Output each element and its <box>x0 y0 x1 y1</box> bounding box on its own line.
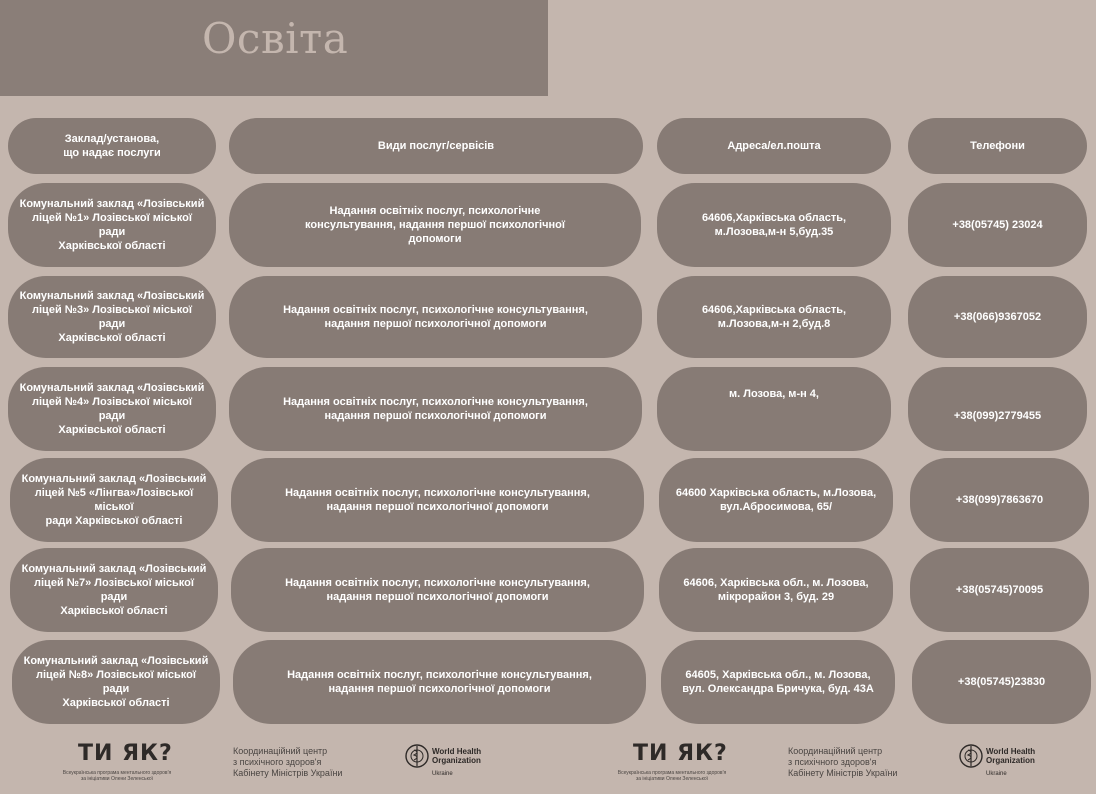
header-institution: Заклад/установа, що надає послуги <box>8 118 216 174</box>
header-address: Адреса/ел.пошта <box>657 118 891 174</box>
row-6-institution: Комунальний заклад «Лозівський ліцей №8» Лозівської міської ради Харківської області <box>12 640 220 724</box>
row-5-address: 64606, Харківська обл., м. Лозова, мікрорайон 3, буд. 29 <box>659 548 893 632</box>
row-5-services: Надання освітніх послуг, психологічне консультування, надання першої психологічної допомоги <box>231 548 644 632</box>
page-title: Освіта <box>202 14 349 63</box>
who-country: Ukraine <box>432 771 453 777</box>
header-phones: Телефони <box>908 118 1087 174</box>
row-4-services: Надання освітніх послуг, психологічне консультування, надання першої психологічної допомоги <box>231 458 644 542</box>
tiyak-logo-subtitle: Всеукраїнська програма ментального здоров'я за ініціативи Олени Зеленської <box>617 770 727 782</box>
row-1-institution: Комунальний заклад «Лозівський ліцей №1» Лозівської міської ради Харківської області <box>8 183 216 267</box>
row-3-phone: +38(099)2779455 <box>908 367 1087 451</box>
header-services: Види послуг/сервісів <box>229 118 643 174</box>
row-6-address: 64605, Харківська обл., м. Лозова, вул. Олександра Бричука, буд. 43А <box>661 640 895 724</box>
coordination-center-text: Координаційний центр з психічного здоров'я Кабінету Міністрів України <box>788 746 898 778</box>
row-1-phone: +38(05745) 23024 <box>908 183 1087 267</box>
row-6-phone: +38(05745)23830 <box>912 640 1091 724</box>
row-2-institution: Комунальний заклад «Лозівський ліцей №3» Лозівської міської ради Харківської області <box>8 276 216 358</box>
who-text: World Health Organization <box>432 747 482 765</box>
row-2-services: Надання освітніх послуг, психологічне консультування, надання першої психологічної допомоги <box>229 276 642 358</box>
title-band <box>0 0 548 96</box>
row-4-phone: +38(099)7863670 <box>910 458 1089 542</box>
row-3-address: м. Лозова, м-н 4, <box>657 367 891 451</box>
who-text: World Health Organization <box>986 747 1036 765</box>
tiyak-logo-subtitle: Всеукраїнська програма ментального здоров'я за ініціативи Олени Зеленської <box>62 770 172 782</box>
who-emblem-icon <box>404 743 430 769</box>
row-2-address: 64606,Харківська область, м.Лозова,м-н 2,буд.8 <box>657 276 891 358</box>
row-3-institution: Комунальний заклад «Лозівський ліцей №4» Лозівської міської ради Харківської області <box>8 367 216 451</box>
row-3-services: Надання освітніх послуг, психологічне консультування, надання першої психологічної допомоги <box>229 367 642 451</box>
tiyak-logo: ТИ ЯК? <box>78 741 173 766</box>
row-2-phone: +38(066)9367052 <box>908 276 1087 358</box>
row-1-services: Надання освітніх послуг, психологічне консультування, надання першої психологічної допомоги <box>229 183 641 267</box>
row-6-services: Надання освітніх послуг, психологічне консультування, надання першої психологічної допомоги <box>233 640 646 724</box>
row-5-institution: Комунальний заклад «Лозівський ліцей №7» Лозівської міської ради Харківської області <box>10 548 218 632</box>
who-emblem-icon <box>958 743 984 769</box>
row-4-address: 64600 Харківська область, м.Лозова, вул.Абросимова, 65/ <box>659 458 893 542</box>
who-country: Ukraine <box>986 771 1007 777</box>
row-5-phone: +38(05745)70095 <box>910 548 1089 632</box>
tiyak-logo: ТИ ЯК? <box>633 741 728 766</box>
coordination-center-text: Координаційний центр з психічного здоров'я Кабінету Міністрів України <box>233 746 343 778</box>
row-4-institution: Комунальний заклад «Лозівський ліцей №5 «Лінгва»Лозівської міської ради Харківської області <box>10 458 218 542</box>
row-1-address: 64606,Харківська область, м.Лозова,м-н 5,буд.35 <box>657 183 891 267</box>
